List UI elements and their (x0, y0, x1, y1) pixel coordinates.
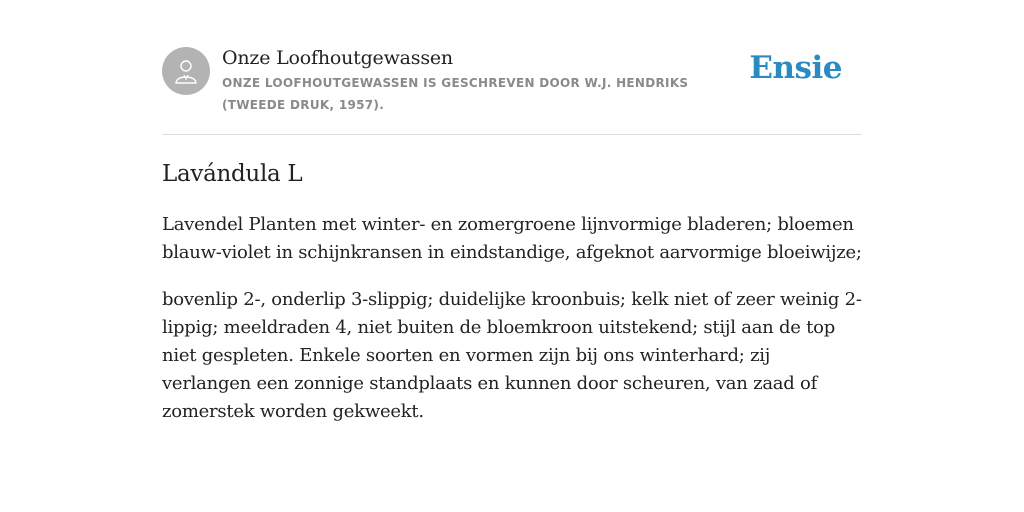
user-icon (173, 58, 199, 84)
entry-paragraph: bovenlip 2-, onderlip 3-slippig; duidelijke kroonbuis; kelk niet of zeer weinig 2-lippig; meeldraden 4, niet buiten de bloemkroon uitstekend; stijl aan de top niet gespleten. Enkele soorten en vormen zijn bij ons winterhard; zij verlangen een zonnige standplaats en kunnen door scheuren, van zaad of zomerstek worden gekweekt. (162, 289, 862, 422)
source-header (162, 44, 862, 135)
page-container (162, 44, 862, 426)
source-description: ONZE LOOFHOUTGEWASSEN IS GESCHREVEN DOOR W.J. HENDRIKS (TWEEDE DRUK, 1957). (222, 76, 689, 112)
avatar (162, 47, 210, 95)
entry-paragraph: Lavendel Planten met winter- en zomergroene lijnvormige bladeren; bloemen blauw-violet in schijnkransen in eindstandige, afgeknot aarvormige bloeiwijze; (162, 214, 862, 263)
source-title[interactable]: Onze Loofhoutgewassen (222, 47, 453, 69)
entry-title: Lavándula L (162, 161, 303, 187)
source-meta (222, 44, 752, 116)
brand-logo[interactable]: Ensie (749, 50, 842, 86)
